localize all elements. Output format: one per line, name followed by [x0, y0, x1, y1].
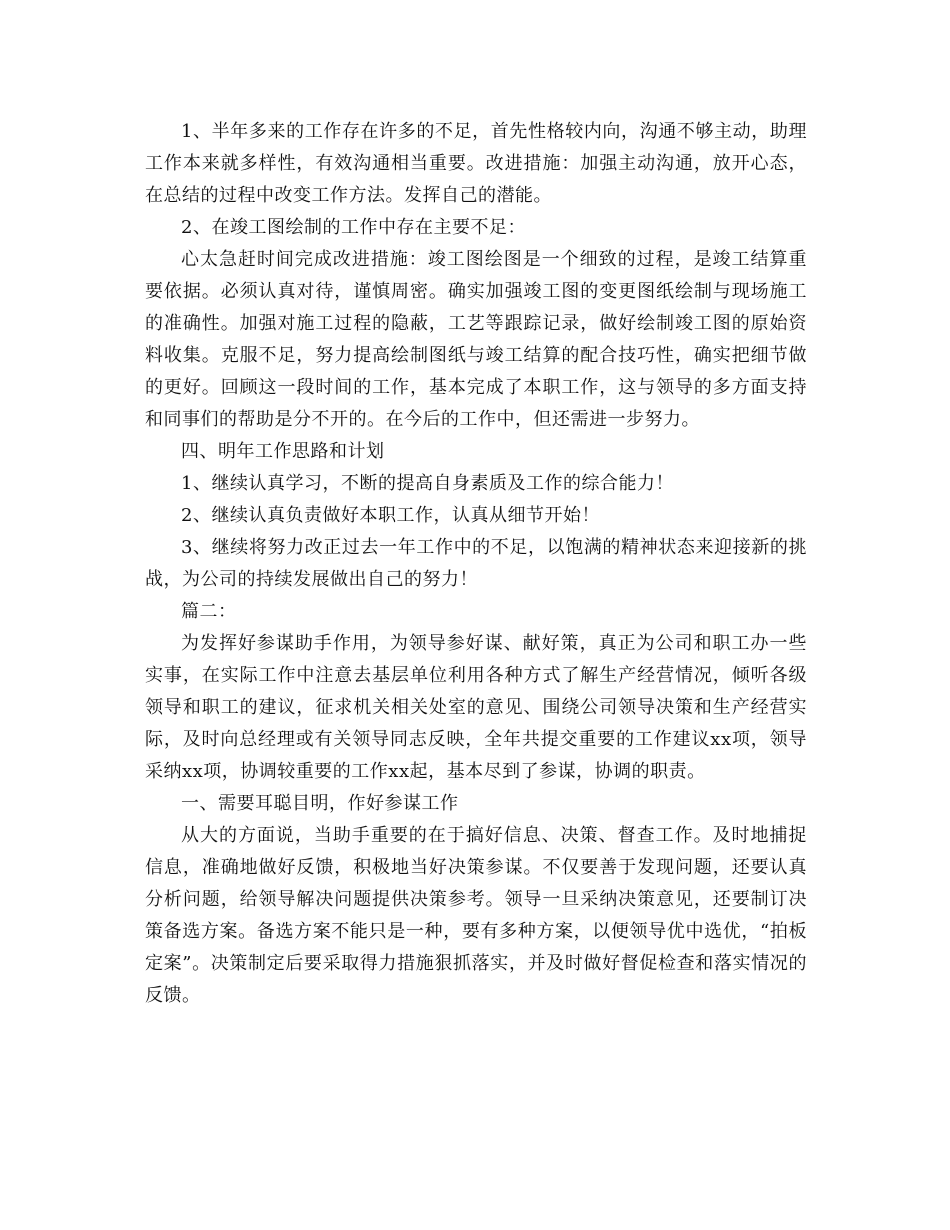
paragraph-plan-1: 1、继续认真学习，不断的提高自身素质及工作的综合能力！ [181, 473, 674, 494]
paragraph-advisory-work: 从大的方面说，当助手重要的在于搞好信息、决策、督查工作。及时地捕捉信息，准确地做好反馈，积极地当好决策参谋。不仅要善于发现问题，还要认真分析问题，给领导解决问题提供决策参考。领导一旦采纳决策意见，还要制订决策备选方案。备选方案不能只是一种，要有多种方案，以便领导优中选优，“拍板定案”。决策制定后要采取得力措施狠抓落实，并及时做好督促检查和落实情况的反馈。 [145, 825, 807, 1006]
part-two-heading: 篇二： [181, 601, 237, 622]
paragraph-improvement-2-heading: 2、在竣工图绘制的工作中存在主要不足： [181, 217, 526, 238]
paragraph-improvement-2-detail: 心太急赶时间完成改进措施：竣工图绘图是一个细致的过程，是竣工结算重要依据。必须认真对待，谨慎周密。确实加强竣工图的变更图纸绘制与现场施工的准确性。加强对施工过程的隐蔽，工艺等跟踪记录，做好绘制竣工图的原始资料收集。克服不足，努力提高绘制图纸与竣工结算的配合技巧性，确实把细节做的更好。回顾这一段时间的工作，基本完成了本职工作，这与领导的多方面支持和同事们的帮助是分不开的。在今后的工作中，但还需进一步努力。 [145, 249, 807, 430]
document-body [145, 116, 807, 1012]
paragraph-improvement-1: 1、半年多来的工作存在许多的不足，首先性格较内向，沟通不够主动，助理工作本来就多样性，有效沟通相当重要。改进措施：加强主动沟通，放开心态，在总结的过程中改变工作方法。发挥自己的潜能。 [145, 121, 807, 206]
section-heading-advisory-work: 一、需要耳聪目明，作好参谋工作 [181, 793, 459, 814]
paragraph-part-two-intro: 为发挥好参谋助手作用，为领导参好谋、献好策，真正为公司和职工办一些实事，在实际工作中注意去基层单位利用各种方式了解生产经营情况，倾听各级领导和职工的建议，征求机关相关处室的意见、围绕公司领导决策和生产经营实际，及时向总经理或有关领导同志反映，全年共提交重要的工作建议xx项，领导采纳xx项，协调较重要的工作xx起，基本尽到了参谋，协调的职责。 [145, 633, 807, 782]
paragraph-plan-2: 2、继续认真负责做好本职工作，认真从细节开始！ [181, 505, 600, 526]
section-heading-next-year-plan: 四、明年工作思路和计划 [181, 441, 385, 462]
paragraph-plan-3: 3、继续将努力改正过去一年工作中的不足，以饱满的精神状态来迎接新的挑战，为公司的持续发展做出自己的努力！ [145, 537, 807, 590]
